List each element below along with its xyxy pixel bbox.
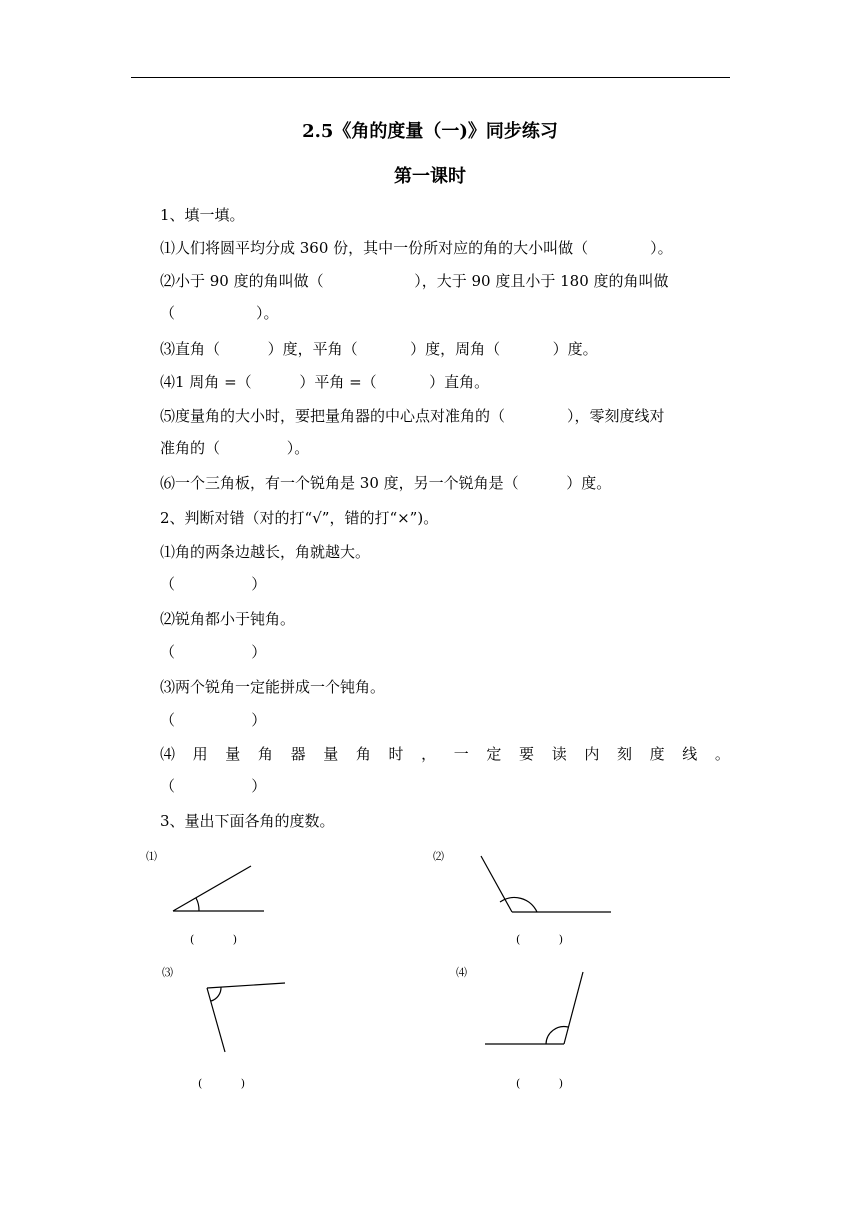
angle-figure-1 [173,866,264,911]
angle-figure-3 [207,983,285,1052]
question-1-4: ⑷1 周角 =（ ）平角 =（ ）直角。 [160,373,490,391]
judge-answer-1[interactable]: （ ） [160,575,267,593]
question-1-2b: （ ）。 [160,304,279,322]
judge-item-3: ⑶两个锐角一定能拼成一个钝角。 [160,678,386,696]
question-1-5a: ⑸度量角的大小时，要把量角器的中心点对准角的（ ），零刻度线对 [160,407,665,425]
judge-item-2: ⑵锐角都小于钝角。 [160,610,296,628]
angle-figure-4 [485,972,583,1044]
angle-label-4: ⑷ [456,966,467,979]
question-1-5b: 准角的（ ）。 [160,439,310,457]
angle-answer-4[interactable]: ( ) [516,1077,564,1090]
question-1-3: ⑶直角（ ）度，平角（ ）度，周角（ ）度。 [160,340,598,358]
angle-label-3: ⑶ [162,966,173,979]
question-1-2a: ⑵小于 90 度的角叫做（ ），大于 90 度且小于 180 度的角叫做 [160,272,669,290]
judge-item-1: ⑴角的两条边越长，角就越大。 [160,543,371,561]
section1-heading: 1、填一填。 [160,206,245,224]
angle-answer-2[interactable]: ( ) [516,933,564,946]
section3-heading: 3、量出下面各角的度数。 [160,812,335,830]
judge-item-4: ⑷ 用 量 角 器 量 角 时 ， 一 定 要 读 内 刻 度 线 。 [160,745,730,763]
angle-answer-3[interactable]: ( ) [198,1077,246,1090]
question-1-6: ⑹一个三角板，有一个锐角是 30 度，另一个锐角是（ ）度。 [160,474,612,492]
judge-answer-4[interactable]: （ ） [160,777,267,795]
page-subtitle: 第一课时 [394,166,466,187]
section2-heading: 2、判断对错（对的打“√”，错的打“×”)。 [160,509,439,527]
question-1-1: ⑴人们将圆平均分成 360 份，其中一份所对应的角的大小叫做（ ）。 [160,239,673,257]
judge-answer-2[interactable]: （ ） [160,643,267,661]
angle-answer-1[interactable]: ( ) [190,933,238,946]
angle-label-2: ⑵ [433,850,444,863]
angle-label-1: ⑴ [146,850,157,863]
page-title: 2.5《角的度量（一)》同步练习 [302,121,558,142]
judge-answer-3[interactable]: （ ） [160,711,267,729]
angle-figure-2 [481,856,611,912]
